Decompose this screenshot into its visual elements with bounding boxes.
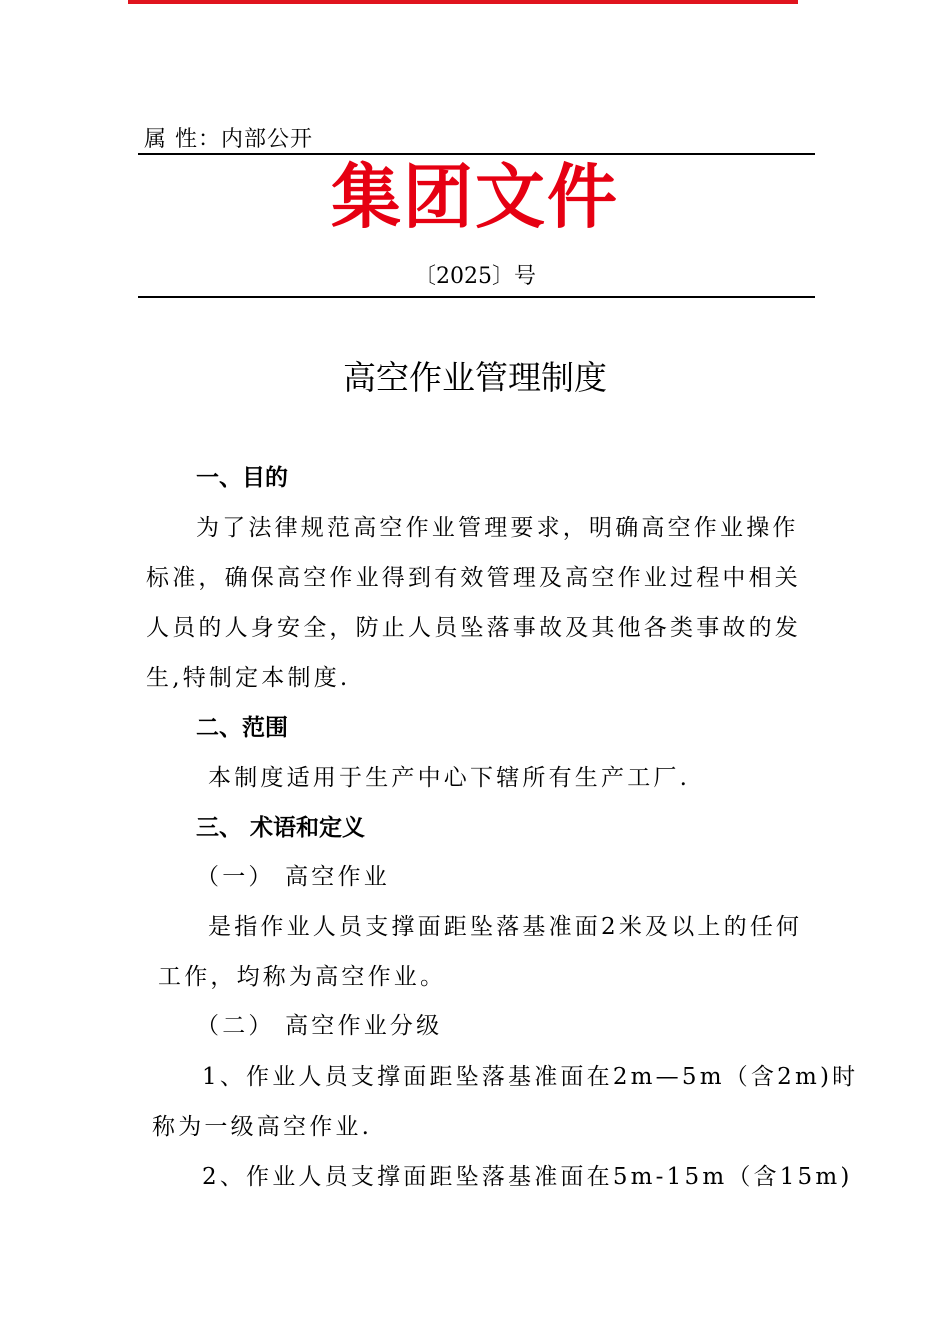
paragraph-line: 称为一级高空作业. xyxy=(152,1114,373,1140)
paragraph-line: 生,特制定本制度. xyxy=(146,665,351,691)
document-number: 〔2025〕号 xyxy=(414,264,536,289)
paragraph-line: 工作，均称为高空作业。 xyxy=(158,964,447,990)
subsection-heading: （一） 高空作业 xyxy=(196,864,390,890)
section-heading-terms: 三、 术语和定义 xyxy=(196,815,366,841)
section-heading-scope: 二、范围 xyxy=(196,715,288,741)
document-attribute: 属 性：内部公开 xyxy=(144,127,313,152)
paragraph-line: 为了法律规范高空作业管理要求，明确高空作业操作 xyxy=(196,515,799,541)
bottom-rule xyxy=(138,296,815,298)
red-header-line xyxy=(128,0,798,4)
paragraph-line: 2、作业人员支撑面距坠落基准面在5m-15m（含15m) xyxy=(202,1164,853,1190)
document-title: 高空作业管理制度 xyxy=(343,358,607,397)
subsection-heading: （二） 高空作业分级 xyxy=(196,1013,443,1039)
paragraph-line: 标准，确保高空作业得到有效管理及高空作业过程中相关 xyxy=(146,565,801,591)
paragraph-line: 是指作业人员支撑面距坠落基准面2米及以上的任何 xyxy=(208,914,803,940)
section-heading-purpose: 一、目的 xyxy=(196,465,288,491)
masthead-title: 集团文件 xyxy=(331,156,619,238)
paragraph-line: 人员的人身安全，防止人员坠落事故及其他各类事故的发 xyxy=(146,615,801,641)
paragraph-line: 本制度适用于生产中心下辖所有生产工厂. xyxy=(208,765,691,791)
paragraph-line: 1、作业人员支撑面距坠落基准面在2m—5m（含2m)时 xyxy=(202,1064,859,1090)
